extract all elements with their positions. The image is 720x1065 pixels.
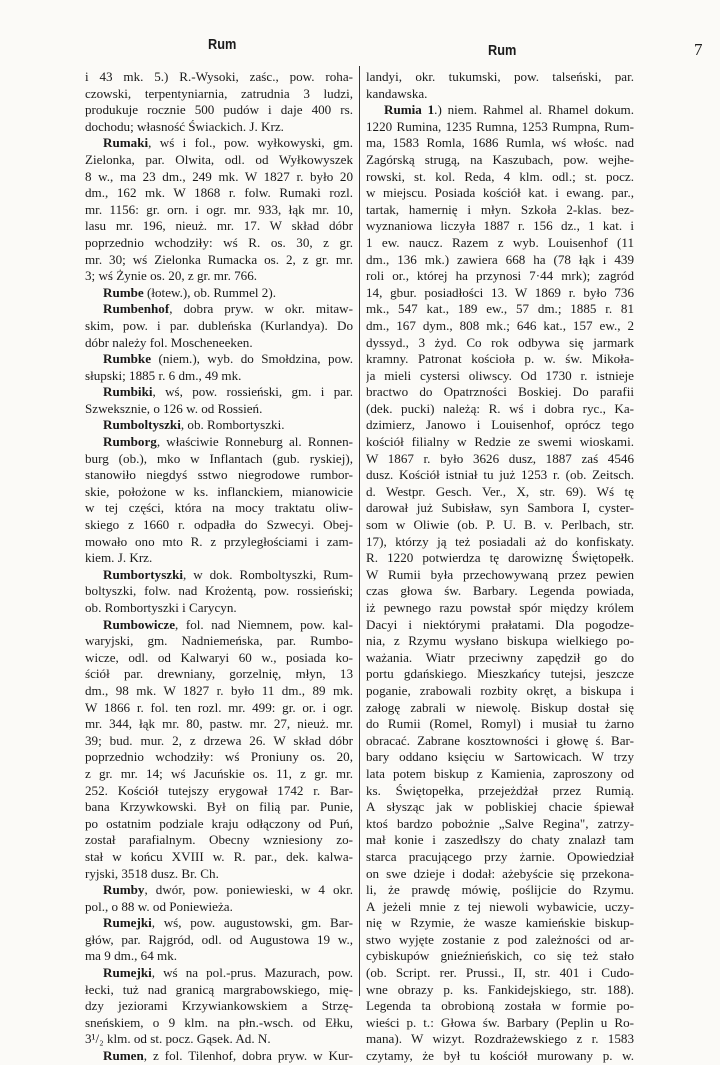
left-column-line: słupski; 1885 r. 6 dm., 49 mk. [85, 367, 242, 383]
right-column-line: cybiskupów gnieźnieńskich, co się też stało [366, 948, 634, 964]
page-number: 7 [694, 40, 703, 59]
right-column-line: 14, gbur. posiadłości 13. W 1869 r. było 736 [366, 284, 634, 300]
left-column-line: boltyszki, folw. nad Krożentą, pow. rossieński; [85, 583, 353, 599]
left-column-line: Rumen, z fol. Tilenhof, dobra pryw. w Kur- [103, 1048, 353, 1064]
left-column-line: poprzednio wchodziły: wś Proniuny os. 20, [85, 749, 353, 765]
left-column-line: dzy jeziorami Krzywiankowskiem a Strzę- [85, 998, 353, 1014]
left-column-line: Rumbenhof, dobra pryw. w okr. mitaw- [103, 301, 353, 317]
right-column-line: obracać. Zabrane kosztowności i głowę ś. Bar- [366, 732, 634, 748]
right-column-line: li, że prawdę mówię, poślijcie do Rzymu. [366, 882, 634, 898]
left-column-line: Rumborg, właściwie Ronneburg al. Ronnen- [103, 434, 353, 450]
left-column-line: Rumejki, wś na pol.-prus. Mazurach, pow. [103, 965, 353, 981]
left-column-line: Rumbke (niem.), wyb. do Smołdzina, pow. [103, 351, 353, 367]
right-column-line: czas głowa św. Barbary. Legenda powiada, [366, 583, 634, 599]
right-column-line: załogę zabrali w niewolę. Biskup dostał się [366, 699, 634, 715]
left-column-line: 39; bud. mur. 2, z drzewa 26. W skład dóbr [85, 732, 353, 748]
left-column-line: pol., o 88 w. od Poniewieża. [85, 898, 233, 914]
right-column-line: ks. Świętopełka, przejeżdżał przez Rumią. [366, 782, 634, 798]
left-column-line: łecki, tuż nad granicą margrabowskiego, mię- [85, 981, 353, 997]
left-column-line: lasu mr. 196, nieuż. mr. 17. W skład dóbr [85, 218, 353, 234]
left-column-line: poprzednio wchodziły: wś R. os. 30, z gr. [85, 234, 353, 250]
left-column-line: dóbr należy fol. Moscheneeken. [85, 334, 253, 350]
left-column-line: 3; wś Żynie os. 20, z gr. mr. 766. [85, 268, 258, 284]
left-column-line: Zielonka, par. Olwita, odl. od Wyłkowyszek [85, 151, 353, 167]
right-column-line: dm., 136 mk.) zawiera 668 ha (78 łąk i 439 [366, 251, 634, 267]
left-column-line: czowski, terpentyniarnia, zatrudnia 3 ludzi, [85, 85, 353, 101]
right-column-line: mał konie i zaszedłszy do chaty znalazł tam [366, 832, 634, 848]
right-column-line: A jeżeli mnie z tej niewoli wybawicie, uczy- [366, 898, 634, 914]
left-column-line: skim, pow. i par. dubleńska (Kurlandya). Do [85, 317, 353, 333]
right-column-line: R. 1220 potwierdza tę darowiznę Świętopełk. [366, 550, 634, 566]
left-column-line: Szweksznie, o 126 w. od Rossień. [85, 400, 263, 416]
left-column-line: skiego z 1660 r. odpadła do Szwecyi. Obej- [85, 517, 353, 533]
left-column-line: ściół par. drewniany, gorzelnię, młyn, 13 [85, 666, 353, 682]
right-column-line: wyznaniowa liczyła 1887 r. 156 dz., 1 kat. i [366, 218, 634, 234]
left-column-line: skie, położone w ks. inflanckiem, mianowicie [85, 483, 353, 499]
right-column-line: som w Oliwie (ob. P. U. B. v. Perlbach, str. [366, 517, 634, 533]
left-column-line: w tej części, która na mocy traktatu oliw- [85, 500, 353, 516]
left-column-line: Rumbe (łotew.), ob. Rummel 2). [103, 284, 276, 300]
right-column [366, 69, 634, 1065]
right-column-line: kościół filialny w Redzie ze swemi wioskami. [366, 434, 634, 450]
right-column-line: wieści p. t.: Głowa św. Barbary (Peplin u Ro- [366, 1014, 634, 1030]
page-header [0, 36, 720, 58]
right-column-line: portu gdańskiego. Mieszkańcy tutejsi, jeszcze [366, 666, 634, 682]
right-column-line: iż pewnego razu powstał spór między królem [366, 600, 634, 615]
right-column-line: bary oddano księciu w Sartowicach. W trzy [366, 749, 634, 765]
right-column-line: Zagórską strugą, na Kaszubach, pow. wejhe- [366, 151, 634, 167]
left-column-line: burg (ob.), mko w Inflantach (gub. ryskiej), [85, 450, 353, 466]
right-column-line: w miejscu. Posiada kościół kat. i ewang. par., [366, 185, 634, 201]
right-column-line: Dacyi i niektórymi prałatami. Dla pogodze- [366, 616, 634, 632]
right-column-line: kandawska. [366, 85, 428, 101]
left-column-line: 252. Kościół tutejszy erygował 1742 r. Bar- [85, 782, 353, 798]
left-column-line: kiem. J. Krz. [85, 550, 153, 566]
right-column-line: starca pracującego przy żarnie. Opowiedział [366, 848, 634, 864]
right-column-line: bractwo do Opatrzności Boskiej. Do parafii [366, 384, 634, 400]
right-column-line: stwo wyjęte zostanie z pod zależności od ar- [366, 931, 634, 947]
left-column-line: dochodu; własność Świackich. J. Krz. [85, 118, 284, 134]
left-column-line: Rumby, dwór, pow. poniewieski, w 4 okr. [103, 882, 353, 898]
right-column-line: dyssyd., 3 żyd. Co rok odbywa się jarmark [366, 334, 634, 350]
left-column-line: z gr. mr. 14; wś Jacuńskie os. 11, z gr. mr. [85, 765, 353, 781]
right-column-line: ważania. Wiatr przeciwny zapędził go do [366, 649, 634, 665]
right-column-line: czytamy, że był tu kościół murowany p. w. [366, 1048, 634, 1064]
right-column-line: d. Westpr. Gesch. Ver., X, str. 69). Wś tę [366, 483, 634, 499]
left-column-line: 3¹/₂ klm. od st. pocz. Gąsek. Ad. N. [85, 1031, 271, 1047]
right-column-line: ma, 1583 Romla, 1686 Rumla, wś włośc. nad [366, 135, 634, 151]
left-column-line: po ostatnim podziale kraju odłączony od Puń, [85, 815, 353, 831]
right-column-line: 1220 Rumina, 1235 Rumna, 1253 Rumpna, Rum- [366, 118, 634, 134]
right-column-line: wne obrazy p. ks. Fankidejskiego, str. 188). [366, 981, 634, 997]
right-column-line: dm., 167 dym., 808 mk.; 646 kat., 157 ew., 2 [366, 317, 634, 333]
left-column-line: Rumboltyszki, ob. Rombortyszki. [103, 417, 285, 433]
left-column-line: mr. 30; wś Zielonka Rumacka os. 2, z gr. mr. [85, 251, 353, 267]
right-column-line: 17), którzy ją też posiadali aż do konfiskaty. [366, 533, 634, 549]
left-column [85, 69, 353, 1065]
left-column-line: dm., 98 mk. W 1827 r. było 11 dm., 89 mk. [85, 682, 353, 698]
header-center-title: Rum [488, 42, 517, 59]
right-column-line: landyi, okr. tukumski, pow. talseński, par. [366, 69, 634, 84]
left-column-line: Rumbiki, wś, pow. rossieński, gm. i par. [103, 384, 353, 400]
header-left-title: Rum [208, 36, 237, 53]
left-column-line: 8 w., ma 23 dm., 249 mk. W 1827 r. było 20 [85, 168, 353, 184]
left-column-line: ob. Rombortyszki i Carycyn. [85, 600, 237, 615]
right-column-line: ktoś bardzo pobożnie „Salve Regina", zatrzy- [366, 815, 634, 831]
left-column-line: bana Krzywkowski. Był on filią par. Punie, [85, 799, 353, 815]
right-column-line: on swe dzieje i dodał: ażebyście się przekona- [366, 865, 634, 881]
left-column-line: waryjski, gm. Nadniemeńska, par. Rumbo- [85, 633, 353, 649]
right-column-line: nia, z Rzymu wysłano biskupa wielkiego po- [366, 633, 634, 649]
left-column-line: produkuje rocznie 500 pudów i daje 400 rs. [85, 102, 353, 118]
left-column-line: Rumbortyszki, w dok. Romboltyszki, Rum- [103, 566, 353, 582]
left-column-line: W 1866 r. fol. ten rozl. mr. 499: gr. or. i ogr. [85, 699, 353, 715]
left-column-line: dm., 162 mk. W 1868 r. folw. Rumaki rozl. [85, 185, 353, 201]
right-column-line: nię w Rzymie, że wasze kamieńskie biskup- [366, 915, 634, 931]
right-column-line: Rumia 1.) niem. Rahmel al. Rhamel dokum. [384, 102, 634, 118]
left-column-line: mr. 344, łąk mr. 80, pastw. mr. 27, nieuż. mr. [85, 716, 353, 732]
right-column-line: kramny. Patronat kościoła p. w. św. Mikoła- [366, 351, 634, 367]
right-column-line: A słysząc jak w pobliskiej chacie śpiewał [366, 799, 634, 815]
left-column-line: i 43 mk. 5.) R.-Wysoki, zaśc., pow. roha- [85, 69, 353, 84]
left-column-line: ryjski, 3518 dusz. Br. Ch. [85, 865, 219, 881]
left-column-line: głów, par. Rajgród, odl. od Augustowa 19 w., [85, 931, 353, 947]
left-column-line: wicze, odl. od Kalwaryi 60 w., posiada ko- [85, 649, 353, 665]
right-column-line: 1 ew. naucz. Razem z wyb. Louisenhof (11 [366, 234, 634, 250]
right-column-line: rowski, st. kol. Reda, 4 klm. odl.; st. pocz. [366, 168, 634, 184]
right-column-line: poganie, zrabowali rozbity okręt, a biskupa i [366, 682, 634, 698]
left-column-line: stanowiło niegdyś sstwo niegrodowe rumbor- [85, 467, 353, 483]
right-column-line: (dek. pucki) należą: R. wś i dobra ryc., Ka- [366, 400, 634, 416]
column-divider [359, 66, 360, 996]
left-column-line: Rumejki, wś, pow. augustowski, gm. Bar- [103, 915, 353, 931]
left-column-line: stał w końcu XVIII w. R. par., dek. kalwa- [85, 848, 353, 864]
right-column-line: dusz. Kościół istniał tu już 1253 r. (ob. Zeitsch. [366, 467, 634, 483]
right-column-line: darował już Subisław, syn Sambora I, cyster- [366, 500, 634, 516]
left-column-line: mowało ono mto R. z przyległościami i zam- [85, 533, 353, 549]
right-column-line: roli or., której ha przynosi 7·44 mrk); zagród [366, 268, 634, 284]
right-column-line: W Rumii była przechowywaną przez pewien [366, 566, 634, 582]
left-column-line: został parafialnym. Obecny wzniesiony zo- [85, 832, 353, 848]
right-column-line: dzimierz, Janowo i Louisenhof, oprócz tego [366, 417, 634, 433]
right-column-line: tartak, hamernię i młyn. Szkoła 2-klas. bez- [366, 201, 634, 217]
right-column-line: W 1867 r. było 3626 dusz, 1887 zaś 4546 [366, 450, 634, 466]
left-column-line: Rumbowicze, fol. nad Niemnem, pow. kal- [103, 616, 353, 632]
right-column-line: ja mieli cystersi oliwscy. Od 1730 r. istnieje [366, 367, 634, 383]
right-column-line: lata potem biskup z Kamienia, zaproszony od [366, 765, 634, 781]
right-column-line: mana). W wizyt. Rozdrażewskiego z r. 1583 [366, 1031, 634, 1047]
right-column-line: Legenda ta obrobioną została w formie po- [366, 998, 634, 1014]
right-column-line: do Rumii (Romel, Romyl) i musiał tu żarno [366, 716, 634, 732]
right-column-line: (ob. Script. rer. Prussi., II, str. 401 i Cudo- [366, 965, 634, 981]
left-column-line: sneńskiem, o 9 klm. na płn.-wsch. od Ełku, [85, 1014, 353, 1030]
left-column-line: Rumaki, wś i fol., pow. wyłkowyski, gm. [103, 135, 353, 151]
right-column-line: mk., 547 kat., 189 ew., 57 dm.; 1885 r. 81 [366, 301, 634, 317]
left-column-line: mr. 1156: gr. orn. i ogr. mr. 933, łąk mr. 10, [85, 201, 353, 217]
left-column-line: ma 9 dm., 64 mk. [85, 948, 178, 964]
